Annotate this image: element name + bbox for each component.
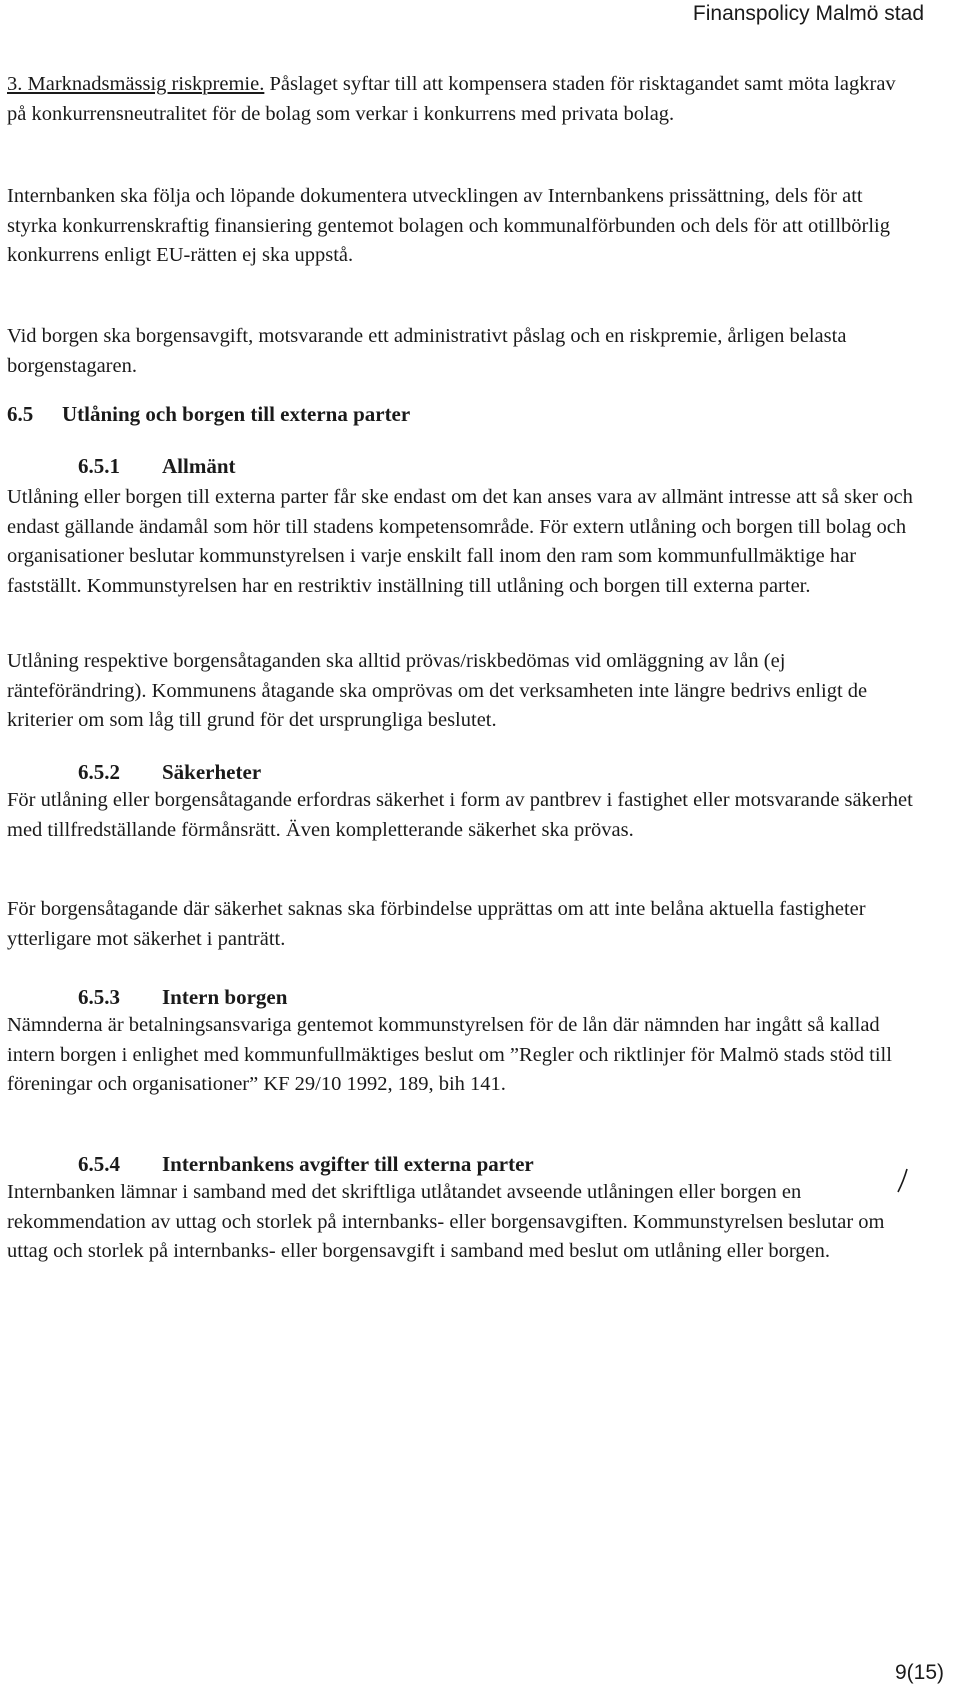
- item-3-text: Påslaget syftar till att kompensera staden för risktagandet samt möta lagkrav på konkurrensneutralitet för de bolag som verkar i konkurrens med privata bolag.: [7, 73, 896, 125]
- para-intern-borgen: [7, 1011, 917, 1100]
- para-sakerheter-1: [7, 786, 917, 845]
- subsection-title: Intern borgen: [162, 985, 288, 1009]
- para-internbank-text: Internbanken ska följa och löpande dokumentera utvecklingen av Internbankens prissättning, dels för att styrka konkurrenskraftig finansiering gentemot bolagen och kommunalförbunden och dels för att otillbörlig konkurrens enligt EU-rätten ej ska uppstå.: [7, 185, 890, 266]
- para-internbank: [7, 182, 917, 271]
- section-heading-6-5: [7, 400, 410, 428]
- subsection-number: 6.5.1: [78, 454, 120, 478]
- section-title: Utlåning och borgen till externa parter: [62, 402, 411, 426]
- subsection-number: 6.5.3: [78, 985, 120, 1009]
- running-header: Finanspolicy Malmö stad: [692, 2, 924, 25]
- subsection-number: 6.5.2: [78, 760, 120, 784]
- para-avgifter-text: Internbanken lämnar i samband med det skriftliga utlåtandet avseende utlåningen eller borgen en rekommendation av uttag och storlek på internbanks- eller borgensavgiften. Kommunstyrelsen beslutar om uttag och storlek på internbanks- eller borgensavgift i samband med beslut om utlåning eller borgen.: [7, 1181, 885, 1262]
- item-3-label: 3. Marknadsmässig riskpremie.: [7, 73, 265, 95]
- section-number: 6.5: [7, 402, 34, 426]
- para-sakerheter-1-text: För utlåning eller borgensåtagande erfordras säkerhet i form av pantbrev i fastighet eller motsvarande säkerhet med tillfredställande förmånsrätt. Även kompletterande säkerhet ska prövas.: [7, 789, 913, 841]
- subsection-title: Internbankens avgifter till externa parter: [162, 1152, 534, 1176]
- para-allmant-2-text: Utlåning respektive borgensåtaganden ska alltid prövas/riskbedömas vid omläggning av lån (ej ränteförändring). Kommunens åtagande ska omprövas om det verksamheten inte längre bedrivs enligt de kriterier om som låg till grund för det ursprungliga beslutet.: [7, 650, 868, 731]
- subsection-number: 6.5.4: [78, 1152, 120, 1176]
- para-avgifter: [7, 1178, 917, 1267]
- para-allmant-1-text: Utlåning eller borgen till externa parter får ske endast om det kan anses vara av allmänt intresse att så sker och endast gällande ändamål som hör till stadens kompetensområde. För extern utlåning och borgen till bolag och organisationer beslutar kommunstyrelsen i varje enskilt fall inom den ram som kommunfullmäktige har fastställt. Kommunstyrelsen har en restriktiv inställning till utlåning och borgen till externa parter.: [7, 486, 913, 597]
- para-sakerheter-2: [7, 895, 917, 954]
- para-allmant-1: [7, 483, 917, 601]
- subsection-title: Allmänt: [162, 454, 236, 478]
- page-number: 9(15): [894, 1661, 944, 1684]
- para-borgen-text: Vid borgen ska borgensavgift, motsvarande ett administrativt påslag och en riskpremie, årligen belasta borgenstagaren.: [7, 325, 847, 377]
- item-3: [7, 70, 917, 129]
- para-sakerheter-2-text: För borgensåtagande där säkerhet saknas ska förbindelse upprättas om att inte belåna aktuella fastigheter ytterligare mot säkerhet i panträtt.: [7, 898, 866, 950]
- para-borgen: [7, 322, 917, 381]
- para-intern-borgen-text: Nämnderna är betalningsansvariga gentemot kommunstyrelsen för de lån där nämnden har ingått så kallad intern borgen i enlighet med kommunfullmäktiges beslut om ”Regler och riktlinjer för Malmö stads stöd till föreningar och organisationer” KF 29/10 1992, 189, bih 141.: [7, 1014, 892, 1095]
- para-allmant-2: [7, 647, 917, 736]
- subsection-title: Säkerheter: [162, 760, 262, 784]
